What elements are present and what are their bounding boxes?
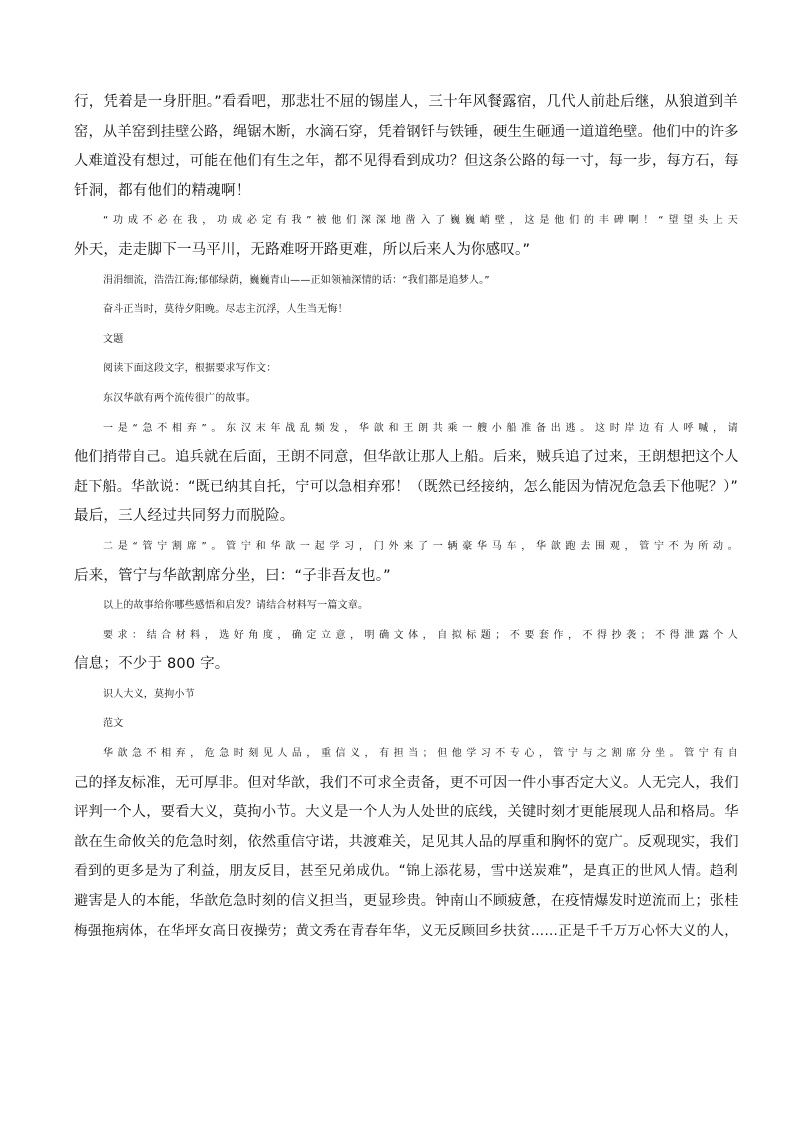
text-line: 歆在生命攸关的危急时刻，依然重信守诺，共渡难关，足见其人品的厚重和胸怀的宽广。反观现实，我们 xyxy=(74,833,739,850)
text-line: 要求：结合材料，选好角度，确定立意，明确文体，自拟标题；不要套作，不得抄袭；不得泄露个人 xyxy=(103,629,738,641)
text-line: 奋斗正当时，莫待夕阳晚。尽志主沉浮，人生当无悔！ xyxy=(103,304,348,316)
text-line: 他们捎带自己。追兵就在后面，王朗不同意，但华歆让那人上船。后来，贼兵追了过来，王朗想把这个人 xyxy=(74,449,739,466)
text-line: 涓涓细流，浩浩江海;郁郁绿荫，巍巍青山——正如领袖深情的话：“我们都是追梦人。” xyxy=(103,274,490,286)
text-line: 识人大义，莫拘小节 xyxy=(103,688,195,700)
text-line: 评判一个人，要看大义，莫拘小节。大义是一个人为人处世的底线，关键时刻才更能展现人品和格局。华 xyxy=(74,804,739,821)
text-line: 华歆急不相弃，危急时刻见人品，重信义，有担当；但他学习不专心，管宁与之割席分坐。管宁有自 xyxy=(103,748,738,760)
text-line: 赶下船。华歆说：“既已纳其自托，宁可以急相弃邪！（既然已经接纳，怎么能因为情况危急丢下他呢？）” xyxy=(74,478,738,495)
text-line: 二是“管宁割席”。管宁和华歆一起学习，门外来了一辆豪华马车，华歆跑去围观，管宁不为所动。 xyxy=(103,540,738,552)
text-line: 信息；不少于 800 字。 xyxy=(74,656,230,673)
text-line: 文题 xyxy=(103,333,124,345)
text-line: 阅读下面这段文字，根据要求写作文： xyxy=(103,363,277,375)
text-line: 看到的更多是为了利益，朋友反目，甚至兄弟成仇。“锦上添花易，雪中送炭难”，是真正的世风人情。趋利 xyxy=(74,863,738,880)
text-line: 东汉华歆有两个流传很广的故事。 xyxy=(103,392,256,404)
text-line: “功成不必在我，功成必定有我”被他们深深地凿入了巍巍峭壁，这是他们的丰碑啊！“望望头上天 xyxy=(103,215,738,227)
text-line: 最后，三人经过共同努力而脱险。 xyxy=(74,508,295,525)
text-line: 人难道没有想过，可能在他们有生之年，都不见得看到成功？但这条公路的每一寸，每一步，每方石，每 xyxy=(74,153,739,170)
text-line: 范文 xyxy=(103,718,124,730)
text-line: 后来，管宁与华歆割席分坐，曰：“子非吾友也。” xyxy=(74,567,391,584)
text-line: 钎洞，都有他们的精魂啊！ xyxy=(74,182,251,199)
text-line: 窑，从羊窑到挂壁公路，绳锯木断，水滴石穿，凭着钢钎与铁锤，硬生生砸通一道道绝壁。他们中的许多 xyxy=(74,123,739,140)
text-line: 避害是人的本能，华歆危急时刻的信义担当，更显珍贵。钟南山不顾疲惫，在疫情爆发时逆流而上；张桂 xyxy=(74,893,739,910)
text-line: 行，凭着是一身肝胆。”看看吧，那悲壮不屈的锡崖人，三十年风餐露宿，几代人前赴后继，从狼道到羊 xyxy=(74,94,738,110)
text-line: 外天，走走脚下一马平川，无路难呀开路更难，所以后来人为你感叹。” xyxy=(74,241,531,258)
document-body xyxy=(74,88,738,946)
text-line: 己的择友标准，无可厚非。但对华歆，我们不可求全责备，更不可因一件小事否定大义。人无完人，我们 xyxy=(74,774,739,791)
text-line: 一是“急不相弃”。东汉末年战乱频发，华歆和王朗共乘一艘小船准备出逃。这时岸边有人呼喊，请 xyxy=(103,422,738,434)
text-line: 以上的故事给你哪些感悟和启发？请结合材料写一篇文章。 xyxy=(103,600,369,612)
text-line: 梅强拖病体，在华坪女高日夜操劳；黄文秀在青春年华，义无反顾回乡扶贫……正是千千万万心怀大义的人， xyxy=(74,922,738,939)
